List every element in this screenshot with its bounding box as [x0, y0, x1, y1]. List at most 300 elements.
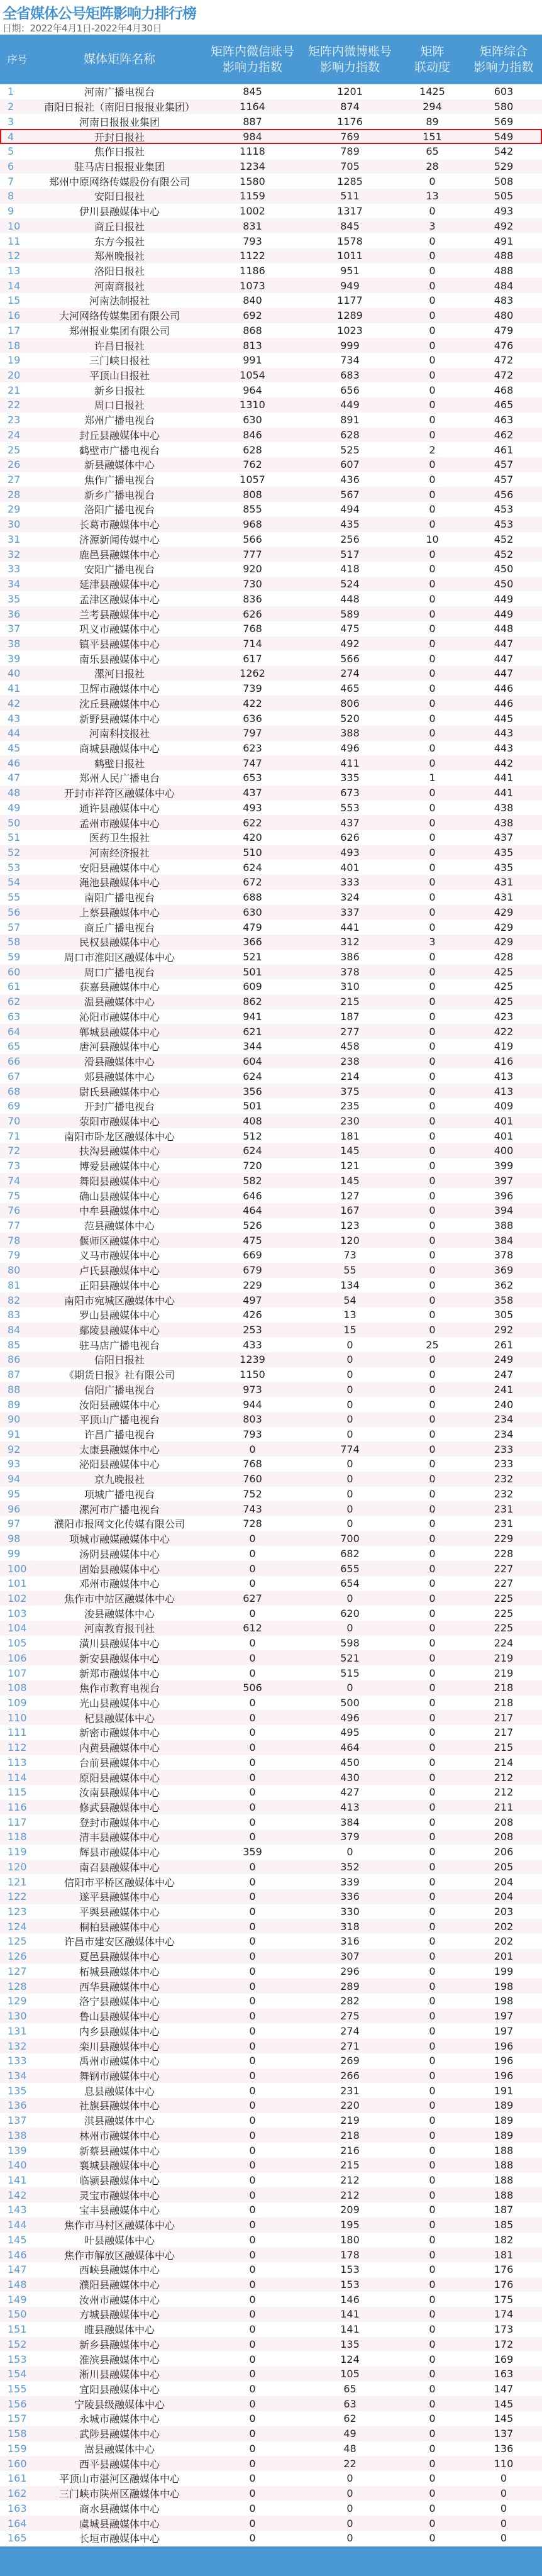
table-row[interactable] — [0, 84, 542, 99]
cell-linkage: 0 — [429, 309, 436, 322]
table-row[interactable] — [0, 1919, 542, 1934]
cell-rank: 6 — [8, 160, 14, 172]
table-row[interactable] — [0, 994, 542, 1009]
cell-composite-index: 442 — [494, 757, 514, 769]
table-row[interactable] — [0, 1054, 542, 1069]
table-row[interactable] — [0, 2277, 542, 2292]
table-row[interactable] — [0, 1606, 542, 1621]
table-row[interactable] — [0, 801, 542, 816]
cell-wechat-index: 0 — [249, 2069, 256, 2082]
cell-wechat-index: 609 — [243, 980, 262, 993]
table-row[interactable] — [0, 964, 542, 979]
cell-rank: 30 — [8, 518, 21, 531]
table-row[interactable] — [0, 1904, 542, 1919]
cell-name: 郑州中原网络传媒股份有限公司 — [48, 175, 190, 188]
table-row[interactable] — [0, 666, 542, 681]
table-row[interactable] — [0, 1889, 542, 1904]
table-row[interactable] — [0, 2441, 542, 2457]
table-row[interactable] — [0, 2292, 542, 2307]
table-row[interactable] — [0, 1472, 542, 1487]
cell-linkage: 0 — [429, 1413, 436, 1426]
table-row[interactable] — [0, 2322, 542, 2337]
table-row[interactable] — [0, 353, 542, 368]
cell-name: 洛宁县融媒体中心 — [79, 1996, 160, 2008]
table-row[interactable] — [0, 1143, 542, 1158]
cell-linkage: 0 — [429, 1875, 436, 1888]
table-row[interactable] — [0, 2382, 542, 2397]
table-row[interactable] — [0, 2023, 542, 2038]
cell-rank: 85 — [8, 1338, 21, 1351]
cell-composite-index: 428 — [494, 951, 514, 963]
table-row[interactable] — [0, 1248, 542, 1263]
cell-weibo-index: 448 — [340, 592, 360, 605]
cell-rank: 81 — [8, 1279, 21, 1291]
cell-rank: 70 — [8, 1114, 21, 1127]
table-row[interactable] — [0, 1427, 542, 1442]
table-row[interactable] — [0, 1845, 542, 1860]
cell-linkage: 0 — [429, 1458, 436, 1470]
cell-wechat-index: 521 — [243, 951, 262, 963]
table-row[interactable] — [0, 1233, 542, 1248]
cell-rank: 115 — [8, 1786, 27, 1799]
cell-weibo-index: 1285 — [337, 175, 363, 187]
table-row[interactable] — [0, 2307, 542, 2322]
cell-rank: 35 — [8, 592, 21, 605]
table-row[interactable] — [0, 368, 542, 383]
cell-linkage: 0 — [429, 2353, 436, 2365]
table-row[interactable] — [0, 2367, 542, 2382]
cell-linkage: 0 — [429, 1398, 436, 1411]
header-linkage[interactable]: 矩阵 联动度 — [414, 44, 450, 74]
table-row[interactable] — [0, 591, 542, 606]
cell-linkage: 0 — [429, 1801, 436, 1814]
cell-composite-index: 438 — [494, 801, 514, 814]
table-row[interactable] — [0, 2187, 542, 2202]
table-row[interactable] — [0, 621, 542, 636]
cell-linkage: 0 — [429, 1667, 436, 1679]
table-row[interactable] — [0, 1591, 542, 1606]
table-row[interactable] — [0, 711, 542, 726]
cell-composite-index: 443 — [494, 727, 514, 740]
table-row[interactable] — [0, 1516, 542, 1531]
table-row[interactable] — [0, 1994, 542, 2009]
table-row[interactable] — [0, 741, 542, 756]
cell-name: 驻马店日报报业集团 — [74, 160, 165, 173]
table-row[interactable] — [0, 457, 542, 472]
table-row[interactable] — [0, 1964, 542, 1979]
cell-composite-index: 446 — [494, 697, 514, 709]
cell-composite-index: 234 — [494, 1413, 514, 1426]
cell-linkage: 0 — [429, 1160, 436, 1172]
table-row[interactable] — [0, 651, 542, 666]
table-row[interactable] — [0, 2128, 542, 2143]
table-row[interactable] — [0, 1665, 542, 1680]
table-row[interactable] — [0, 1263, 542, 1278]
cell-weibo-index: 1176 — [337, 115, 363, 128]
table-row[interactable] — [0, 1531, 542, 1546]
table-row[interactable] — [0, 502, 542, 517]
cell-weibo-index: 121 — [340, 1160, 360, 1172]
table-row[interactable] — [0, 1829, 542, 1845]
table-row[interactable] — [0, 174, 542, 189]
table-row[interactable] — [0, 1323, 542, 1338]
header-wechat-index[interactable]: 矩阵内微信账号 影响力指数 — [210, 44, 294, 74]
cell-weibo-index: 153 — [340, 2279, 360, 2291]
table-row[interactable] — [0, 2038, 542, 2053]
cell-wechat-index: 422 — [243, 697, 262, 709]
cell-wechat-index: 920 — [243, 563, 262, 575]
cell-composite-index: 0 — [500, 2487, 507, 2500]
cell-wechat-index: 672 — [243, 876, 262, 889]
table-row[interactable] — [0, 248, 542, 264]
table-row[interactable] — [0, 2083, 542, 2098]
table-row[interactable] — [0, 99, 542, 114]
table-row[interactable] — [0, 935, 542, 950]
cell-composite-index: 198 — [494, 1980, 514, 1992]
table-row[interactable] — [0, 293, 542, 308]
table-row[interactable] — [0, 442, 542, 457]
table-row[interactable] — [0, 338, 542, 353]
table-row[interactable] — [0, 1397, 542, 1412]
cell-rank: 59 — [8, 951, 21, 963]
table-row[interactable] — [0, 905, 542, 920]
table-row[interactable] — [0, 1636, 542, 1651]
table-row[interactable] — [0, 1785, 542, 1800]
table-row[interactable] — [0, 2233, 542, 2248]
table-row-highlighted[interactable] — [0, 129, 542, 144]
cell-linkage: 0 — [429, 1070, 436, 1082]
table-row[interactable] — [0, 2411, 542, 2426]
cell-name: 渑池县融媒体中心 — [79, 877, 160, 889]
table-row[interactable] — [0, 1099, 542, 1114]
cell-rank: 120 — [8, 1860, 27, 1873]
table-row[interactable] — [0, 636, 542, 652]
table-row[interactable] — [0, 1009, 542, 1024]
cell-wechat-index: 0 — [249, 2487, 256, 2500]
table-row[interactable] — [0, 2202, 542, 2218]
table-row[interactable] — [0, 428, 542, 443]
cell-linkage: 65 — [426, 145, 439, 158]
table-row[interactable] — [0, 726, 542, 741]
table-row[interactable] — [0, 1412, 542, 1427]
table-row[interactable] — [0, 2516, 542, 2531]
table-row[interactable] — [0, 860, 542, 875]
cell-composite-index: 224 — [494, 1637, 514, 1650]
cell-composite-index: 472 — [494, 354, 514, 367]
table-row[interactable] — [0, 204, 542, 219]
cell-name: 义马市融媒体中心 — [79, 1250, 160, 1262]
table-row[interactable] — [0, 1218, 542, 1233]
table-row[interactable] — [0, 1800, 542, 1815]
cell-weibo-index: 441 — [340, 921, 360, 933]
cell-linkage: 0 — [429, 891, 436, 904]
cell-wechat-index: 630 — [243, 906, 262, 918]
table-row[interactable] — [0, 532, 542, 547]
table-row[interactable] — [0, 1188, 542, 1203]
header-composite-index[interactable]: 矩阵综合 影响力指数 — [473, 44, 534, 74]
cell-wechat-index: 433 — [243, 1338, 262, 1351]
table-row[interactable] — [0, 815, 542, 830]
cell-linkage: 0 — [429, 1114, 436, 1127]
table-row[interactable] — [0, 1173, 542, 1188]
cell-rank: 57 — [8, 921, 21, 933]
cell-rank: 98 — [8, 1533, 21, 1545]
cell-rank: 147 — [8, 2263, 27, 2276]
table-row[interactable] — [0, 2068, 542, 2084]
table-row[interactable] — [0, 979, 542, 994]
table-row[interactable] — [0, 950, 542, 965]
table-row[interactable] — [0, 2158, 542, 2173]
table-row[interactable] — [0, 1352, 542, 1367]
table-row[interactable] — [0, 1487, 542, 1502]
cell-wechat-index: 612 — [243, 1622, 262, 1635]
table-row[interactable] — [0, 562, 542, 577]
cell-name: 镇平县融媒体中心 — [79, 638, 160, 650]
cell-composite-index: 188 — [494, 2189, 514, 2201]
cell-name: 伊川县融媒体中心 — [79, 206, 160, 218]
cell-name: 项城广播电视台 — [84, 1488, 155, 1501]
cell-rank: 119 — [8, 1846, 27, 1858]
cell-wechat-index: 1002 — [240, 205, 265, 218]
table-row[interactable] — [0, 2501, 542, 2516]
table-row[interactable] — [0, 1457, 542, 1472]
table-row[interactable] — [0, 845, 542, 860]
cell-wechat-index: 1164 — [240, 101, 265, 113]
cell-name: 信阳市平桥区融媒体中心 — [64, 1876, 175, 1889]
cell-linkage: 0 — [429, 1085, 436, 1097]
cell-name: 巩义市融媒体中心 — [79, 623, 160, 636]
cell-linkage: 0 — [429, 1935, 436, 1948]
table-row[interactable] — [0, 2426, 542, 2441]
table-row[interactable] — [0, 1278, 542, 1293]
cell-weibo-index: 352 — [340, 1860, 360, 1873]
cell-weibo-index: 0 — [346, 1473, 353, 1485]
cell-wechat-index: 653 — [243, 772, 262, 784]
table-row[interactable] — [0, 1874, 542, 1889]
cell-composite-index: 409 — [494, 1100, 514, 1113]
table-row[interactable] — [0, 1084, 542, 1099]
table-row[interactable] — [0, 830, 542, 845]
table-row[interactable] — [0, 2053, 542, 2068]
table-row[interactable] — [0, 1576, 542, 1591]
cell-rank: 90 — [8, 1413, 21, 1426]
cell-wechat-index: 728 — [243, 1518, 262, 1530]
table-row[interactable] — [0, 2218, 542, 2233]
table-row[interactable] — [0, 770, 542, 786]
cell-rank: 155 — [8, 2383, 27, 2396]
cell-composite-index: 145 — [494, 2412, 514, 2425]
table-row[interactable] — [0, 1710, 542, 1725]
table-row[interactable] — [0, 2173, 542, 2188]
table-row[interactable] — [0, 1203, 542, 1218]
cell-linkage: 0 — [429, 2219, 436, 2231]
table-row[interactable] — [0, 1158, 542, 1174]
cell-wechat-index: 0 — [249, 2129, 256, 2141]
table-row[interactable] — [0, 2143, 542, 2158]
cell-weibo-index: 0 — [346, 1338, 353, 1351]
table-row[interactable] — [0, 2456, 542, 2471]
cell-wechat-index: 426 — [243, 1309, 262, 1321]
table-row[interactable] — [0, 890, 542, 905]
table-row[interactable] — [0, 1725, 542, 1740]
cell-rank: 116 — [8, 1801, 27, 1814]
table-row[interactable] — [0, 755, 542, 770]
cell-weibo-index: 55 — [343, 1264, 357, 1277]
cell-wechat-index: 0 — [249, 1652, 256, 1664]
cell-composite-index: 205 — [494, 1860, 514, 1873]
table-row[interactable] — [0, 413, 542, 428]
table-row[interactable] — [0, 1501, 542, 1516]
cell-composite-index: 169 — [494, 2353, 514, 2365]
cell-linkage: 0 — [429, 1771, 436, 1784]
table-row[interactable] — [0, 1934, 542, 1949]
cell-composite-index: 225 — [494, 1592, 514, 1604]
cell-weibo-index: 266 — [340, 2069, 360, 2082]
table-row[interactable] — [0, 487, 542, 502]
cell-weibo-index: 401 — [340, 861, 360, 874]
table-row[interactable] — [0, 2247, 542, 2262]
table-row[interactable] — [0, 397, 542, 413]
table-row[interactable] — [0, 1680, 542, 1696]
table-row[interactable] — [0, 233, 542, 248]
cell-rank: 31 — [8, 533, 21, 545]
table-row[interactable] — [0, 1979, 542, 1994]
cell-wechat-index: 1310 — [240, 399, 265, 411]
cell-rank: 156 — [8, 2397, 27, 2410]
table-row[interactable] — [0, 2262, 542, 2277]
cell-linkage: 1 — [429, 772, 436, 784]
cell-linkage: 0 — [429, 787, 436, 799]
cell-composite-index: 172 — [494, 2338, 514, 2350]
cell-weibo-index: 330 — [340, 1906, 360, 1918]
table-row[interactable] — [0, 2486, 542, 2501]
table-row[interactable] — [0, 1337, 542, 1352]
table-row[interactable] — [0, 323, 542, 338]
cell-name: 河南教育报刊社 — [84, 1623, 155, 1635]
cell-rank: 136 — [8, 2099, 27, 2112]
table-row[interactable] — [0, 1860, 542, 1875]
header-rank[interactable]: 序号 — [7, 53, 28, 65]
table-row[interactable] — [0, 1382, 542, 1397]
table-row[interactable] — [0, 2009, 542, 2024]
table-row[interactable] — [0, 1740, 542, 1755]
cell-rank: 83 — [8, 1309, 21, 1321]
table-row[interactable] — [0, 189, 542, 204]
table-row[interactable] — [0, 1114, 542, 1129]
table-row[interactable] — [0, 1755, 542, 1770]
table-row[interactable] — [0, 681, 542, 696]
cell-wechat-index: 887 — [243, 115, 262, 128]
table-row[interactable] — [0, 264, 542, 279]
cell-wechat-index: 510 — [243, 847, 262, 859]
table-row[interactable] — [0, 1561, 542, 1576]
table-row[interactable] — [0, 1128, 542, 1143]
cell-wechat-index: 0 — [249, 2428, 256, 2440]
table-row[interactable] — [0, 1024, 542, 1039]
cell-linkage: 0 — [429, 1756, 436, 1768]
header-name[interactable]: 媒体矩阵名称 — [83, 52, 155, 66]
table-row[interactable] — [0, 382, 542, 397]
cell-wechat-index: 475 — [243, 1234, 262, 1246]
table-row[interactable] — [0, 517, 542, 532]
table-row[interactable] — [0, 2098, 542, 2113]
table-row[interactable] — [0, 1650, 542, 1665]
cell-name: 平顶山日报社 — [89, 370, 150, 382]
cell-name: 西华县融媒体中心 — [79, 1980, 160, 1993]
table-row[interactable] — [0, 2531, 542, 2546]
table-row[interactable] — [0, 2396, 542, 2411]
table-row[interactable] — [0, 606, 542, 621]
table-row[interactable] — [0, 1292, 542, 1307]
table-row[interactable] — [0, 1696, 542, 1711]
cell-name: 南阳市宛城区融媒体中心 — [64, 1294, 175, 1307]
cell-wechat-index: 0 — [249, 2248, 256, 2261]
cell-composite-index: 176 — [494, 2263, 514, 2276]
table-row[interactable] — [0, 472, 542, 487]
table-row[interactable] — [0, 1367, 542, 1382]
table-row[interactable] — [0, 1441, 542, 1457]
cell-name: 遂平县融媒体中心 — [79, 1891, 160, 1904]
cell-name: 郑州报业集团有限公司 — [69, 325, 170, 337]
cell-composite-index: 110 — [494, 2457, 514, 2470]
cell-rank: 52 — [8, 847, 21, 859]
table-row[interactable] — [0, 1069, 542, 1084]
cell-composite-index: 217 — [494, 1726, 514, 1739]
cell-name: 灵宝市融媒体中心 — [79, 2189, 160, 2202]
table-row[interactable] — [0, 786, 542, 801]
cell-composite-index: 384 — [494, 1234, 514, 1246]
cell-name: 焦作市马村区融媒体中心 — [64, 2219, 175, 2232]
table-row[interactable] — [0, 144, 542, 159]
table-row[interactable] — [0, 875, 542, 890]
table-row[interactable] — [0, 1546, 542, 1561]
cell-linkage: 0 — [429, 488, 436, 501]
header-weibo-index[interactable]: 矩阵内微博账号 影响力指数 — [307, 44, 392, 74]
table-row[interactable] — [0, 159, 542, 174]
table-row[interactable] — [0, 2471, 542, 2486]
cell-composite-index: 182 — [494, 2233, 514, 2246]
table-row[interactable] — [0, 278, 542, 293]
table-row[interactable] — [0, 1621, 542, 1636]
cell-rank: 126 — [8, 1950, 27, 1963]
table-row[interactable] — [0, 1770, 542, 1785]
table-row[interactable] — [0, 2351, 542, 2367]
table-row[interactable] — [0, 2113, 542, 2128]
table-row[interactable] — [0, 1039, 542, 1054]
cell-rank: 144 — [8, 2219, 27, 2231]
cell-composite-index: 234 — [494, 1428, 514, 1441]
table-row[interactable] — [0, 1307, 542, 1323]
cell-composite-index: 204 — [494, 1875, 514, 1888]
table-row[interactable] — [0, 218, 542, 233]
table-row[interactable] — [0, 308, 542, 323]
table-row[interactable] — [0, 2337, 542, 2352]
cell-wechat-index: 0 — [249, 2084, 256, 2097]
table-row[interactable] — [0, 696, 542, 711]
cell-wechat-index: 617 — [243, 652, 262, 665]
table-row[interactable] — [0, 1814, 542, 1829]
cell-weibo-index: 105 — [340, 2368, 360, 2380]
table-row[interactable] — [0, 577, 542, 592]
cell-composite-index: 185 — [494, 2219, 514, 2231]
table-row[interactable] — [0, 547, 542, 562]
cell-linkage: 0 — [429, 1547, 436, 1560]
table-row[interactable] — [0, 1949, 542, 1964]
table-row[interactable] — [0, 114, 542, 129]
cell-composite-index: 479 — [494, 324, 514, 336]
table-row[interactable] — [0, 919, 542, 935]
cell-wechat-index: 0 — [249, 1637, 256, 1650]
